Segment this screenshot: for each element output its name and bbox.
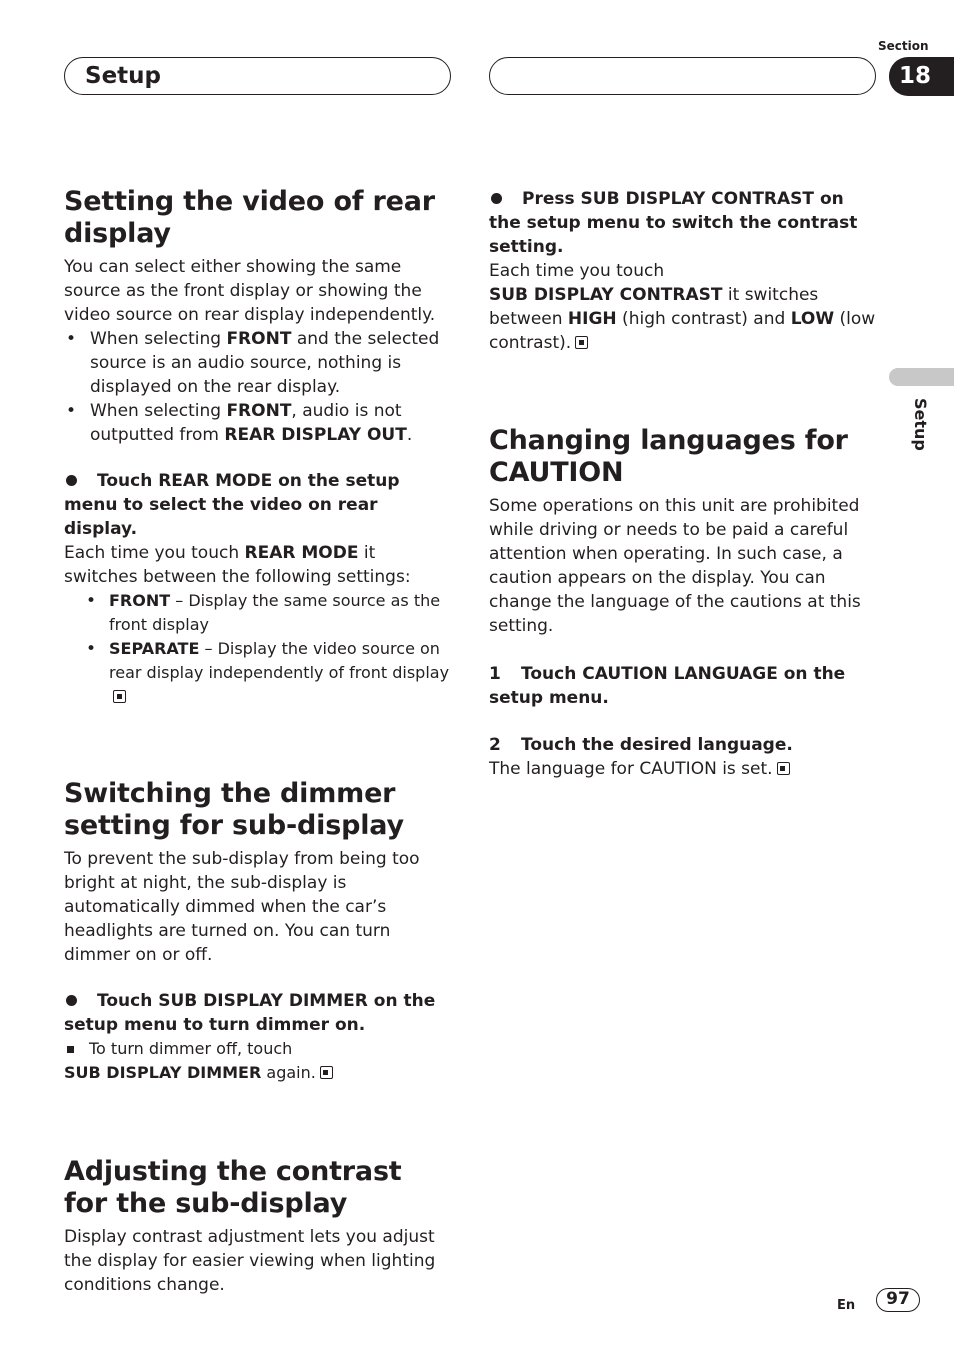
end-mark-icon <box>777 762 790 775</box>
contrast-heading: Adjusting the contrast for the sub-display <box>64 1156 402 1219</box>
rear-mode-instruction: Touch REAR MODE on the setup menu to select the video on rear display. <box>64 471 400 539</box>
dimmer-body: To prevent the sub-display from being too bright at night, the sub-display is automatically dimmed when the car’s headlights are turned on. You can turn dimmer on or off. <box>64 849 420 965</box>
list-item: • When selecting FRONT, audio is not outputted from REAR DISPLAY OUT. <box>64 399 450 447</box>
contrast-each-time: Each time you touch <box>489 261 665 281</box>
contrast-body: Display contrast adjustment lets you adjust the display for easier viewing when lighting conditions change. <box>64 1227 436 1295</box>
language-label: En <box>837 1298 856 1313</box>
side-tab-bar <box>889 368 954 386</box>
header-title-pill <box>64 57 451 95</box>
right-column <box>489 186 879 781</box>
contrast-instruction: Press SUB DISPLAY CONTRAST on the setup menu to switch the contrast setting. <box>489 189 858 257</box>
end-mark-icon <box>575 336 588 349</box>
contrast-switch-description: SUB DISPLAY CONTRAST it switches between HIGH (high contrast) and LOW (low contrast). <box>489 285 876 353</box>
rear-display-heading: Setting the video of rear display <box>64 186 435 249</box>
list-item: • SEPARATE – Display the video source on rear display independently of front display <box>64 637 450 709</box>
list-item: • FRONT – Display the same source as the front display <box>64 589 450 637</box>
dimmer-heading: Switching the dimmer setting for sub-display <box>64 778 404 841</box>
section-number: 18 <box>899 63 932 89</box>
dimmer-note: To turn dimmer off, touch <box>64 1037 450 1061</box>
caution-result: The language for CAUTION is set. <box>489 757 879 781</box>
rear-mode-each-time: Each time you touch REAR MODE it switches between the following settings: <box>64 543 411 587</box>
page-number: 97 <box>876 1288 920 1312</box>
end-mark-icon <box>113 690 126 703</box>
dimmer-note-continued: SUB DISPLAY DIMMER again. <box>64 1061 450 1085</box>
bullet-dot-icon <box>66 475 77 486</box>
caution-heading: Changing languages for CAUTION <box>489 425 848 488</box>
rear-display-intro: You can select either showing the same source as the front display or showing the video source on rear display independently. <box>64 257 436 325</box>
bullet-dot-icon <box>66 995 77 1006</box>
section-number-tab <box>889 57 954 96</box>
dimmer-instruction: Touch SUB DISPLAY DIMMER on the setup menu to turn dimmer on. <box>64 991 436 1035</box>
caution-step-1: 1 Touch CAUTION LANGUAGE on the setup menu. <box>489 664 846 708</box>
header-right-pill <box>489 57 876 95</box>
rear-display-notes <box>64 327 450 447</box>
list-item: • When selecting FRONT and the selected source is an audio source, nothing is displayed on the rear display. <box>64 327 450 399</box>
side-tab-label: Setup <box>911 398 930 451</box>
bullet-dot-icon <box>491 193 502 204</box>
caution-body: Some operations on this unit are prohibited while driving or needs to be paid a careful attention when operating. In such case, a caution appears on the display. You can change the language of the cautions at this setting. <box>489 496 861 636</box>
rear-mode-options <box>64 589 450 709</box>
left-column <box>64 186 450 1297</box>
section-label: Section <box>878 39 929 53</box>
end-mark-icon <box>320 1066 333 1079</box>
caution-step-2: 2 Touch the desired language. <box>489 735 793 755</box>
header-title: Setup <box>85 63 161 89</box>
